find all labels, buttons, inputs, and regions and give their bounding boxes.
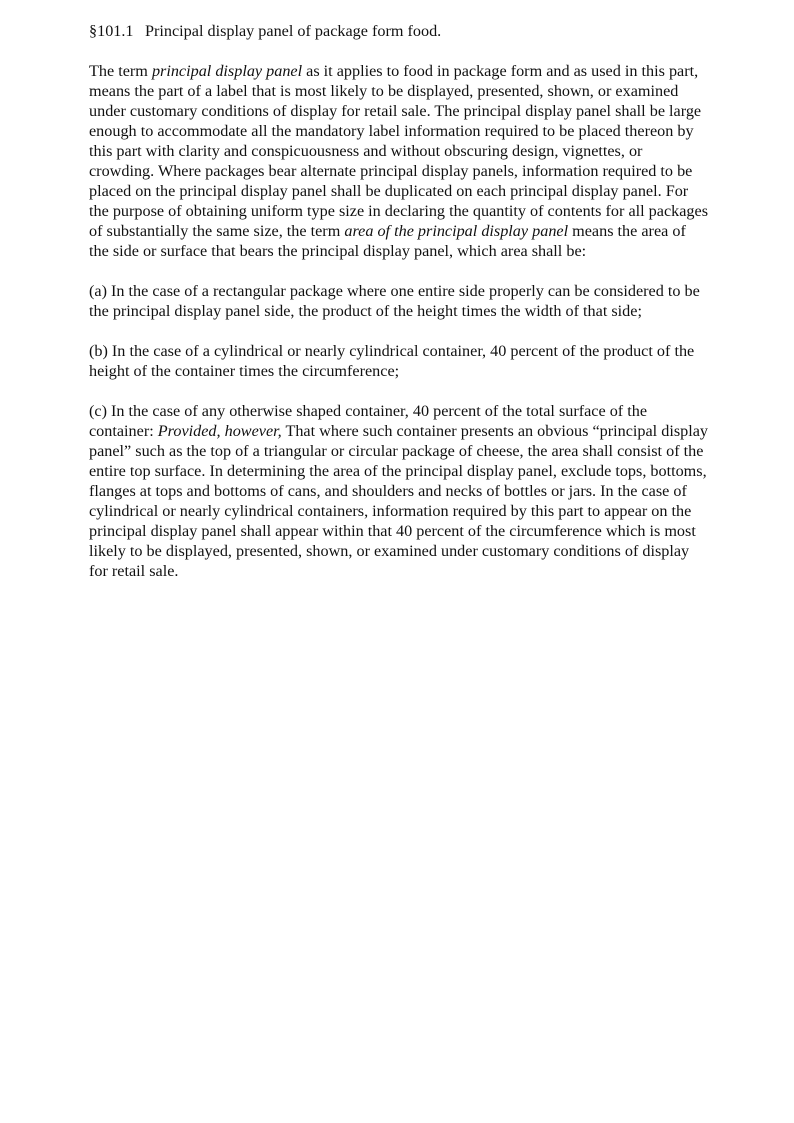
document-body bbox=[89, 21, 709, 601]
term-area-of-principal-display-panel: area of the principal display panel bbox=[344, 222, 569, 240]
intro-text-2: as it applies to food in package form and as used in this part, means the part of a label that is most likely to be displayed, presented, shown, or examined under customary conditions of display for retail sale. The principal display panel shall be large enough to accommodate all the mandatory label information required to be placed thereon by this part with clarity and conspicuousness and without obscuring design, vignettes, or crowding. Where packages bear alternate principal display panels, information required to be placed on the principal display panel shall be duplicated on each principal display panel. For the purpose of obtaining uniform type size in declaring the quantity of contents for all packages of substantially the same size, the term bbox=[89, 62, 708, 240]
intro-text-1: The term bbox=[89, 62, 152, 80]
proviso-italic: Provided, however, bbox=[157, 422, 282, 440]
intro-text-3: means the area of the side or surface that bears the principal display panel, which area shall be: bbox=[89, 222, 686, 260]
paragraph-b: (b) In the case of a cylindrical or nearly cylindrical container, 40 percent of the product of the height of the container times the circumference; bbox=[89, 342, 695, 380]
term-principal-display-panel: principal display panel bbox=[151, 62, 303, 80]
para-c-text-2: That where such container presents an obvious “principal display panel” such as the top of a triangular or circular package of cheese, the area shall consist of the entire top surface. In determining the area of the principal display panel, exclude tops, bottoms, flanges at tops and bottoms of cans, and shoulders and necks of bottles or jars. In the case of cylindrical or nearly cylindrical containers, information required by this part to appear on the principal display panel shall appear within that 40 percent of the circumference which is most likely to be displayed, presented, shown, or examined under customary conditions of display for retail sale. bbox=[89, 422, 708, 580]
paragraph-c bbox=[89, 401, 709, 581]
section-title: Principal display panel of package form food. bbox=[145, 22, 442, 40]
para-c-text-1: (c) In the case of any otherwise shaped container, 40 percent of the total surface of the container: bbox=[89, 402, 648, 440]
paragraph-a: (a) In the case of a rectangular package where one entire side properly can be considered to be the principal display panel side, the product of the height times the width of that side; bbox=[89, 282, 700, 320]
intro-paragraph bbox=[89, 61, 709, 261]
section-heading bbox=[89, 21, 709, 41]
section-number: §101.1 bbox=[89, 22, 134, 40]
